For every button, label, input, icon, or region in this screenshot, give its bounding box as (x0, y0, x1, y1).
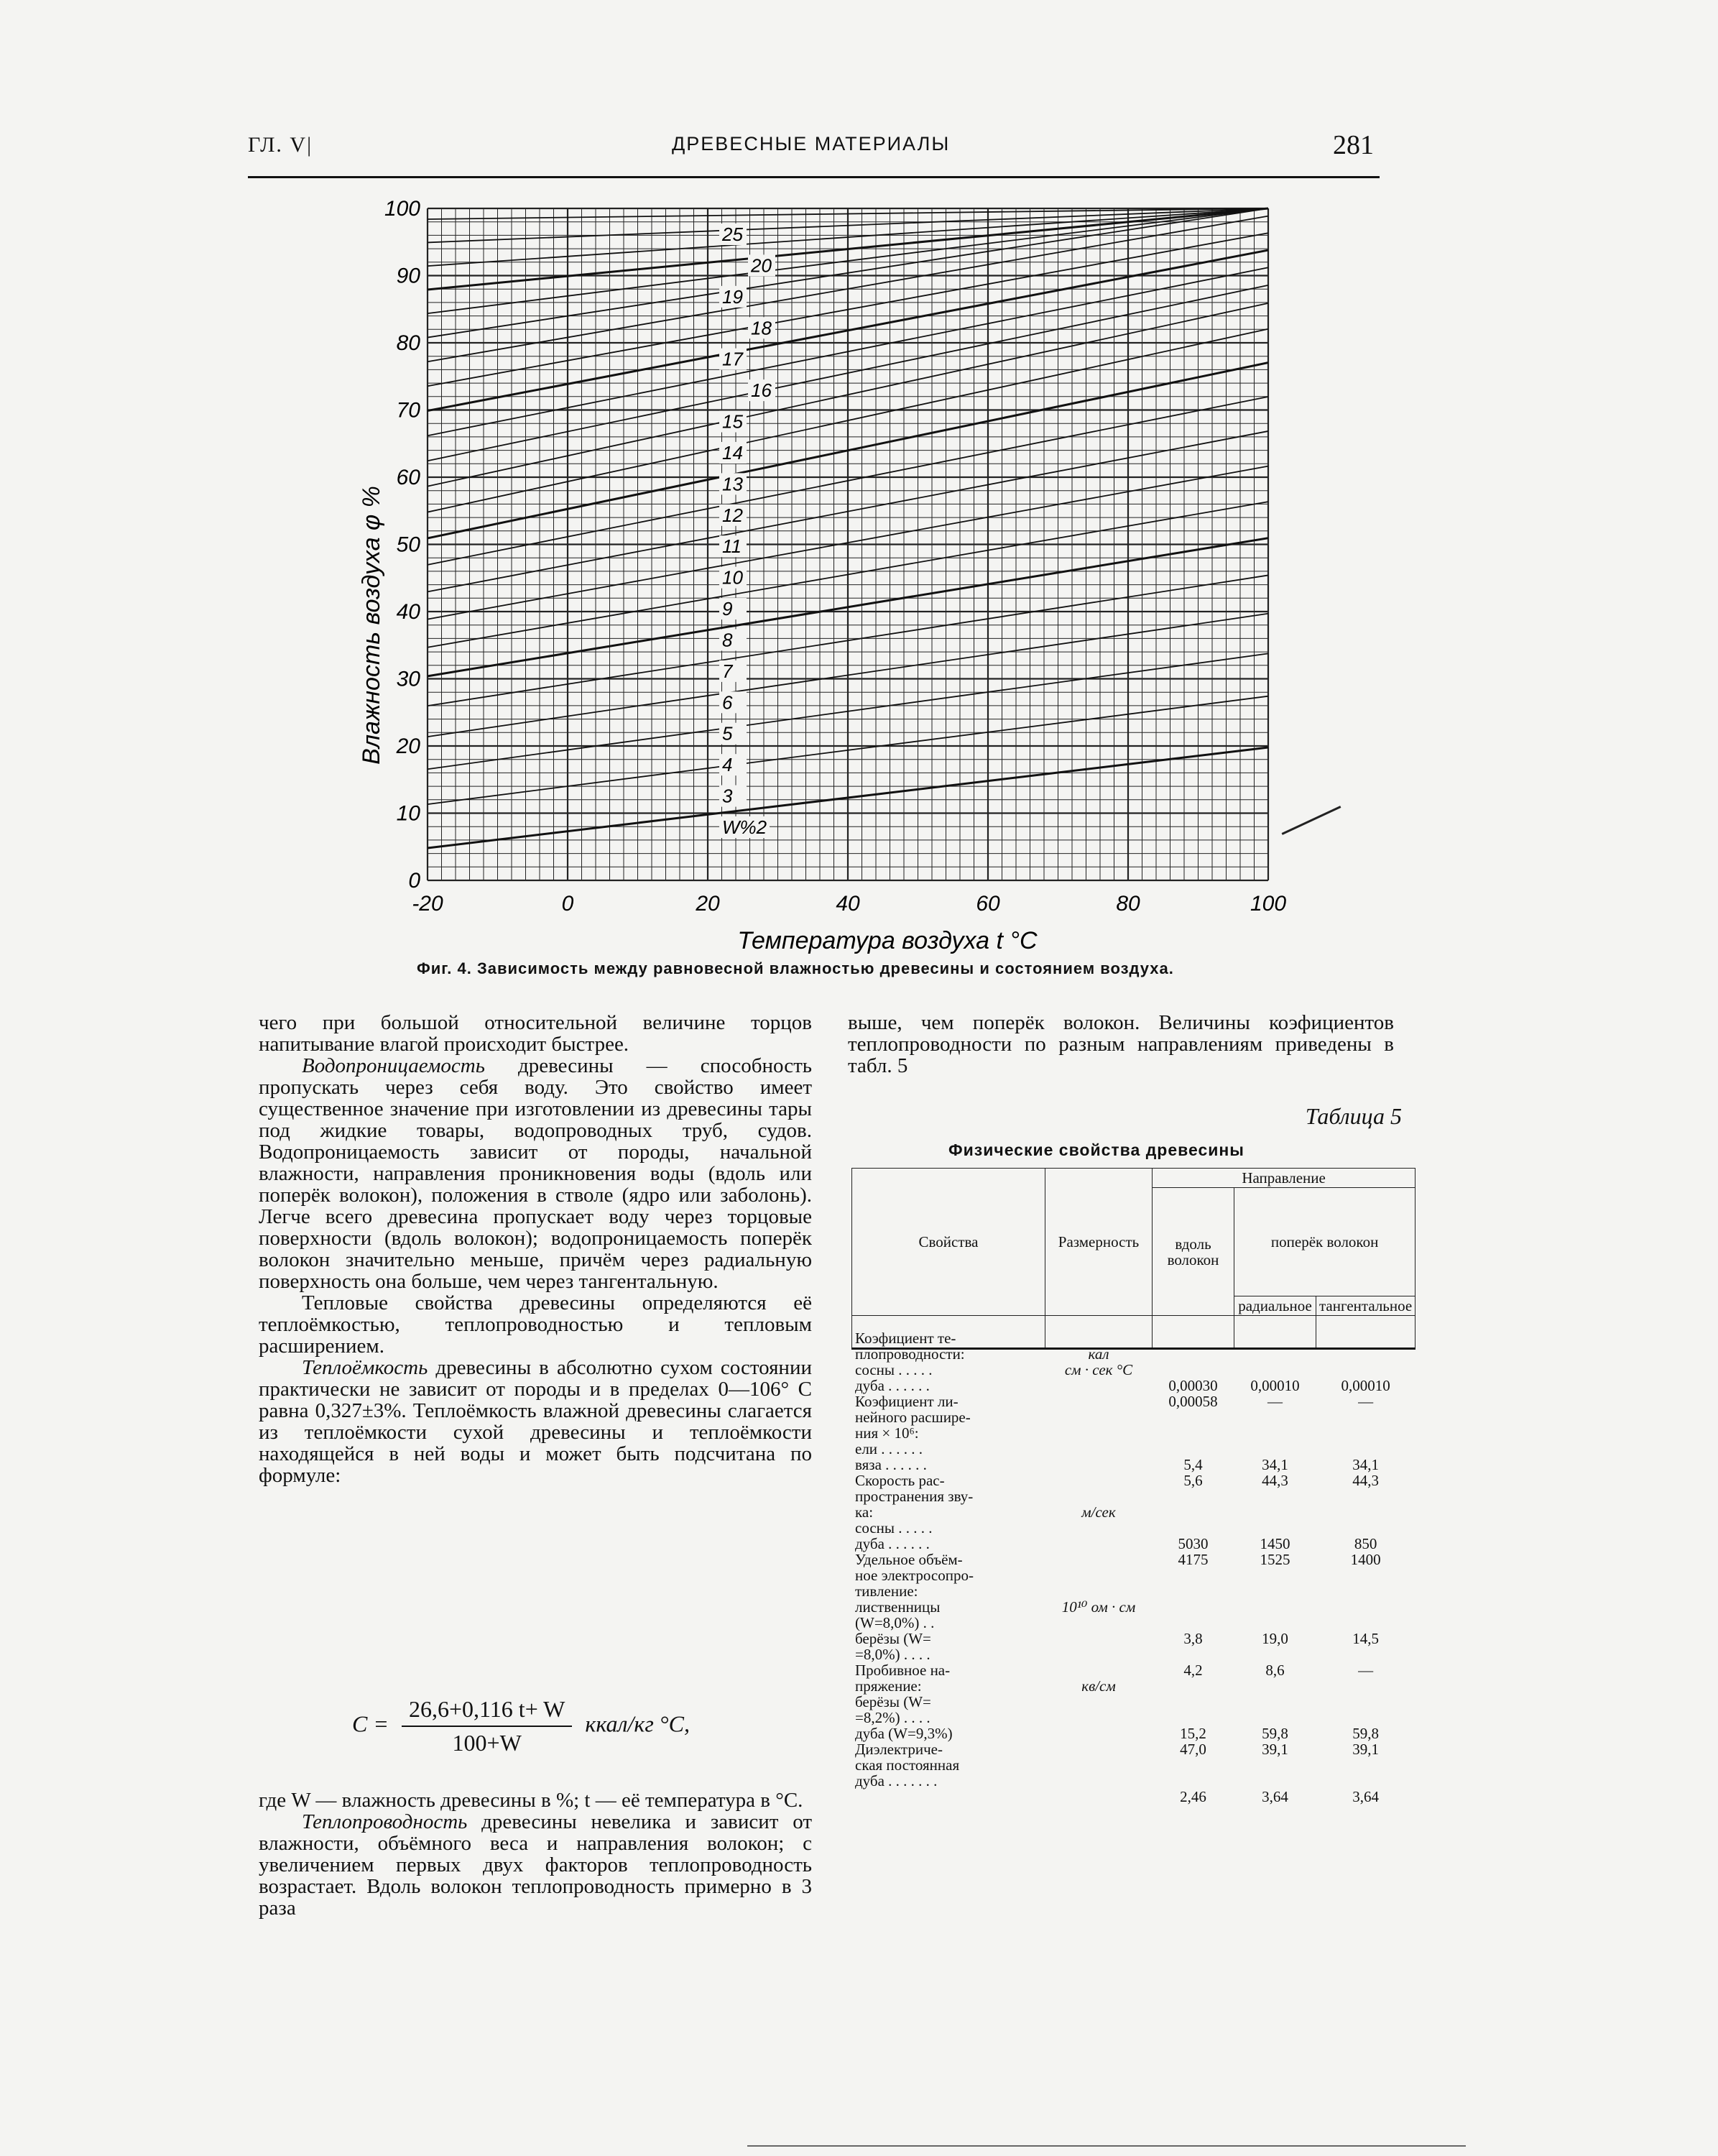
along-value (1155, 1599, 1231, 1615)
heat-capacity-text: древесины в абсолютно сухом состоянии практически не зависит от породы и в пределах 0—106° С равна 0,327±3%. Теплоёмкость влажной древесины слагается из теплоёмкости сухой древесины и теплоёмкости находящейся в ней воды и может быть подсчитана по формуле: (259, 1356, 812, 1487)
along-value (1155, 1520, 1231, 1536)
chapter-number: ГЛ. V| (248, 133, 313, 157)
radial-value: — (1267, 1393, 1283, 1410)
tangential-value: 14,5 (1352, 1630, 1379, 1647)
curve-label: 19 (722, 285, 743, 308)
dimension-line (1048, 1552, 1149, 1567)
page-number: 281 (1333, 130, 1374, 160)
along-value: 0,00030 (1168, 1377, 1218, 1394)
x-tick-label: -20 (412, 892, 443, 916)
dimension-line (1048, 1583, 1149, 1599)
formula-numerator: 26,6+0,116 t+ W (402, 1696, 572, 1727)
along-value (1155, 1773, 1231, 1789)
x-tick-label: 80 (1116, 892, 1140, 916)
tangential-value (1319, 1694, 1412, 1710)
y-tick-labels (384, 197, 420, 893)
left-column (259, 1012, 812, 1486)
dimension-line: 10¹⁰ ом · см (1061, 1598, 1136, 1616)
dimension-line (1048, 1425, 1149, 1441)
curve-label: 16 (751, 379, 772, 402)
property-line: сосны . . . . . (855, 1519, 933, 1537)
tangential-value (1319, 1710, 1412, 1726)
curve-label: 10 (722, 566, 743, 589)
property-line: =8,0%) . . . . (855, 1646, 930, 1663)
curve-label: 4 (722, 754, 733, 776)
dimension-line (1048, 1520, 1149, 1536)
along-value: 2,46 (1180, 1788, 1206, 1805)
dimension-line: м/сек (1081, 1503, 1116, 1521)
bottom-rule (747, 2145, 1466, 2147)
curve-label: 11 (722, 535, 742, 558)
x-tick-label: 60 (976, 892, 1000, 916)
property-line: ния × 10⁶: (855, 1424, 919, 1442)
y-tick-label: 40 (396, 600, 420, 624)
dimension-line (1048, 1488, 1149, 1504)
dimension-line (1048, 1393, 1149, 1409)
property-line: Пробивное на- (855, 1662, 951, 1679)
curve-label: 8 (722, 629, 733, 651)
x-axis-label: Температура воздуха t °C (737, 927, 1038, 954)
along-value: 0,00058 (1168, 1393, 1218, 1410)
permeability-text: древесины — способность пропускать через себя воду. Это свойство имеет существенное значение при изготовлении из древесины тары под жидкие товары, водопроводных труб, судов. Водопроницаемость зависит от породы, начальной влажности, направления проникновения воды (вдоль или поперёк волокон), положения в стволе (ядро или заболонь). Легче всего древесина пропускает воду через торцовые поверхности (вдоль волокон); водопроницаемость поперёк волокон значительно меньше, причём через радиальную поверхность она больше, чем через тангентальную. (259, 1054, 812, 1293)
curve-label: 15 (722, 410, 743, 433)
col-tangential (1316, 1316, 1415, 1805)
tangential-value (1319, 1520, 1412, 1536)
dimension-line (1048, 1757, 1149, 1773)
y-tick-label: 0 (408, 869, 420, 893)
dimension-line: кв/см (1081, 1677, 1116, 1695)
tangential-value: 39,1 (1352, 1741, 1379, 1758)
dimension-line (1048, 1741, 1149, 1757)
property-line: вяза . . . . . . (855, 1456, 927, 1473)
dimension-line (1048, 1441, 1149, 1457)
property-line: пряжение: (855, 1677, 922, 1695)
th-direction: Направление (1153, 1169, 1415, 1188)
tangential-value: 44,3 (1352, 1472, 1379, 1489)
y-tick-label: 20 (396, 734, 420, 758)
dimension-line (1048, 1773, 1149, 1789)
x-tick-label: 40 (836, 892, 860, 916)
dimension-line (1048, 1409, 1149, 1425)
along-value (1155, 1757, 1231, 1773)
formula-denominator: 100+W (452, 1730, 522, 1756)
radial-value: 1525 (1260, 1551, 1290, 1568)
radial-value: 3,64 (1262, 1788, 1288, 1805)
tangential-value: 59,8 (1352, 1725, 1379, 1742)
running-title: ДРЕВЕСНЫЕ МАТЕРИАЛЫ (672, 133, 951, 155)
paragraph-heat-capacity (259, 1357, 812, 1486)
radial-value: 8,6 (1265, 1662, 1285, 1679)
property-line: лиственницы (855, 1598, 941, 1616)
term-conductivity: Теплопроводность (302, 1810, 468, 1833)
property-line: берёзы (W= (855, 1630, 931, 1647)
radial-value (1237, 1346, 1313, 1362)
curve-label: 6 (722, 691, 733, 714)
curve-label: 20 (751, 254, 772, 277)
th-radial: радиальное (1234, 1296, 1316, 1316)
y-axis-label: Влажность воздуха φ % (358, 486, 385, 765)
formula-unit: ккал/кг °C, (585, 1710, 690, 1737)
radial-value: 19,0 (1262, 1630, 1288, 1647)
term-permeability: Водопроницаемость (302, 1054, 485, 1077)
dimension-line (1048, 1615, 1149, 1631)
property-line: ская постоянная (855, 1756, 960, 1774)
th-dimension: Размерность (1045, 1169, 1153, 1316)
dimension-line (1048, 1536, 1149, 1552)
tangential-value (1319, 1488, 1412, 1504)
paragraph-conductivity (259, 1811, 812, 1919)
along-value (1155, 1504, 1231, 1520)
tangential-value (1319, 1330, 1412, 1346)
tangential-value (1319, 1409, 1412, 1425)
radial-value (1237, 1567, 1313, 1583)
along-value: 4175 (1178, 1551, 1209, 1568)
col-along (1153, 1316, 1234, 1805)
dimension-line (1048, 1662, 1149, 1678)
property-line: дуба . . . . . . (855, 1535, 930, 1552)
tangential-value (1319, 1678, 1412, 1694)
along-value (1155, 1362, 1231, 1378)
tangential-value (1319, 1441, 1412, 1457)
along-value: 5030 (1178, 1535, 1209, 1552)
tangential-value (1319, 1567, 1412, 1583)
tangential-value (1319, 1362, 1412, 1378)
radial-value (1237, 1520, 1313, 1536)
dimension-line (1048, 1330, 1149, 1346)
property-line: дуба . . . . . . (855, 1377, 930, 1394)
radial-value (1237, 1678, 1313, 1694)
tangential-value (1319, 1599, 1412, 1615)
radial-value (1237, 1694, 1313, 1710)
dimension-line: кал (1088, 1345, 1109, 1363)
tangential-value: 850 (1354, 1535, 1377, 1552)
curve-label: 18 (751, 317, 772, 339)
dimension-line (1048, 1646, 1149, 1662)
radial-value (1237, 1646, 1313, 1662)
paragraph-end-previous: чего при большой относительной величине торцов напитывание влагой происходит быстрее. (259, 1011, 812, 1056)
dimension-line (1048, 1726, 1149, 1741)
property-line: Диэлектриче- (855, 1741, 943, 1758)
radial-value: 34,1 (1262, 1456, 1288, 1473)
along-value (1155, 1646, 1231, 1662)
radial-value (1237, 1615, 1313, 1631)
along-value: 5,6 (1183, 1472, 1203, 1489)
tangential-value: 0,00010 (1341, 1377, 1390, 1394)
radial-value (1237, 1441, 1313, 1457)
heat-capacity-formula (352, 1696, 690, 1756)
radial-value: 0,00010 (1250, 1377, 1300, 1394)
paragraph-continuation: выше, чем поперёк волокон. Величины коэфициентов теплопроводности по разным направлениям приведены в табл. 5 (848, 1011, 1394, 1077)
along-value (1155, 1330, 1231, 1346)
property-line: пространения зву- (855, 1488, 974, 1505)
y-tick-label: 80 (396, 331, 420, 355)
x-tick-label: 100 (1250, 892, 1287, 916)
left-column-continued (259, 1789, 812, 1919)
along-value (1155, 1694, 1231, 1710)
x-tick-label: 0 (561, 892, 574, 916)
radial-value: 59,8 (1262, 1725, 1288, 1742)
along-value (1155, 1346, 1231, 1362)
formula-legend: где W — влажность древесины в %; t — её температура в °C. (259, 1789, 803, 1812)
curve-label: 9 (722, 598, 733, 620)
col-property (852, 1316, 1045, 1789)
y-tick-label: 50 (396, 533, 420, 557)
dimension-line: см · сек °C (1064, 1361, 1133, 1378)
y-tick-label: 30 (396, 667, 420, 691)
radial-value (1237, 1583, 1313, 1599)
dimension-line (1048, 1710, 1149, 1726)
curve-label: 17 (722, 348, 743, 370)
property-line: дуба (W=9,3%) (855, 1725, 953, 1742)
radial-value: 39,1 (1262, 1741, 1288, 1758)
property-line: ное электросопро- (855, 1567, 974, 1584)
property-line: Коэфициент ли- (855, 1393, 959, 1410)
along-value (1155, 1583, 1231, 1599)
radial-value (1237, 1362, 1313, 1378)
formula-fraction (402, 1696, 572, 1756)
radial-value: 1450 (1260, 1535, 1290, 1552)
tangential-value: — (1358, 1393, 1374, 1410)
curve-label: 25 (722, 224, 743, 245)
x-tick-labels (412, 892, 1286, 916)
tangential-value (1319, 1646, 1412, 1662)
y-tick-label: 100 (384, 197, 420, 221)
curve-label: 5 (722, 722, 733, 745)
property-line: (W=8,0%) . . (855, 1614, 935, 1631)
tangential-value: 34,1 (1352, 1456, 1379, 1473)
conductivity-text: древесины невелика и зависит от влажности, объёмного веса и направления волокон; с увеличением первых двух факторов теплопроводность возрастает. Вдоль волокон теплопроводность примерно в 3 раза (259, 1810, 812, 1920)
radial-value (1237, 1757, 1313, 1773)
term-heat-capacity: Теплоёмкость (302, 1356, 428, 1379)
tangential-value (1319, 1615, 1412, 1631)
property-line: тивление: (855, 1583, 918, 1600)
properties-table (851, 1168, 1415, 1805)
along-value: 47,0 (1180, 1741, 1206, 1758)
property-line: ка: (855, 1503, 874, 1521)
curve-label: 3 (722, 785, 733, 807)
dimension-line (1048, 1694, 1149, 1710)
property-line: сосны . . . . . (855, 1361, 933, 1378)
along-value (1155, 1678, 1231, 1694)
radial-value (1237, 1488, 1313, 1504)
figure-caption: Фиг. 4. Зависимость между равновесной влажностью древесины и состоянием воздуха. (417, 959, 1174, 977)
radial-value (1237, 1330, 1313, 1346)
dimension-line (1048, 1457, 1149, 1473)
curve-label: 12 (722, 504, 743, 526)
property-line: плопроводности: (855, 1345, 965, 1363)
along-value (1155, 1615, 1231, 1631)
property-line: Скорость рас- (855, 1472, 945, 1489)
dimension-line (1048, 1631, 1149, 1646)
radial-value (1237, 1773, 1313, 1789)
property-line: нейного расшире- (855, 1409, 971, 1426)
property-line: дуба . . . . . . . (855, 1772, 938, 1789)
tangential-value (1319, 1773, 1412, 1789)
curve-label: W%2 (722, 816, 767, 838)
along-value: 3,8 (1183, 1630, 1203, 1647)
property-line: ели . . . . . . (855, 1440, 923, 1457)
along-value (1155, 1567, 1231, 1583)
radial-value (1237, 1710, 1313, 1726)
col-dimension (1045, 1316, 1153, 1695)
property-line: берёзы (W= (855, 1693, 931, 1710)
curve-label: 7 (722, 660, 733, 682)
tangential-value (1319, 1346, 1412, 1362)
th-along: вдоль волокон (1153, 1188, 1234, 1316)
th-tangential: тангентальное (1316, 1296, 1415, 1316)
x-tick-label: 20 (696, 892, 720, 916)
along-value: 15,2 (1180, 1725, 1206, 1742)
paragraph-permeability (259, 1055, 812, 1292)
th-property: Свойства (852, 1169, 1045, 1316)
along-value (1155, 1710, 1231, 1726)
radial-value: 44,3 (1262, 1472, 1288, 1489)
along-value: 5,4 (1183, 1456, 1203, 1473)
along-value: 4,2 (1183, 1662, 1203, 1679)
dimension-line (1048, 1473, 1149, 1488)
right-column (848, 1012, 1394, 1077)
col-radial (1234, 1316, 1316, 1805)
y-tick-label: 10 (396, 801, 420, 826)
header-rule (248, 176, 1380, 178)
radial-value (1237, 1409, 1313, 1425)
dimension-line (1048, 1378, 1149, 1393)
equilibrium-moisture-figure (345, 194, 1365, 956)
along-value (1155, 1441, 1231, 1457)
dimension-line (1048, 1567, 1149, 1583)
table-title: Физические свойства древесины (948, 1141, 1244, 1159)
paragraph-thermal: Тепловые свойства древесины определяются её теплоёмкостью, теплопроводностью и тепловым расширением. (259, 1291, 812, 1358)
y-tick-label: 60 (396, 466, 420, 489)
along-value (1155, 1488, 1231, 1504)
tangential-value (1319, 1504, 1412, 1520)
tangential-value: 1400 (1350, 1551, 1381, 1568)
radial-value (1237, 1504, 1313, 1520)
property-line: =8,2%) . . . . (855, 1709, 930, 1726)
th-across: поперёк волокон (1234, 1188, 1415, 1296)
tangential-value: 3,64 (1352, 1788, 1379, 1805)
property-line: Удельное объём- (855, 1551, 963, 1568)
property-line: Коэфициент те- (855, 1330, 956, 1347)
radial-value (1237, 1599, 1313, 1615)
curve-label: 14 (722, 441, 743, 464)
table-label: Таблица 5 (1305, 1103, 1402, 1129)
y-tick-label: 70 (396, 398, 420, 423)
radial-value (1237, 1425, 1313, 1441)
tangential-value (1319, 1757, 1412, 1773)
tangential-value (1319, 1425, 1412, 1441)
curve-label: 13 (722, 473, 743, 495)
y-tick-label: 90 (396, 264, 420, 288)
tangential-value: — (1358, 1662, 1374, 1679)
tangential-value (1319, 1583, 1412, 1599)
along-value (1155, 1409, 1231, 1425)
along-value (1155, 1425, 1231, 1441)
formula-lhs: C = (352, 1710, 389, 1737)
